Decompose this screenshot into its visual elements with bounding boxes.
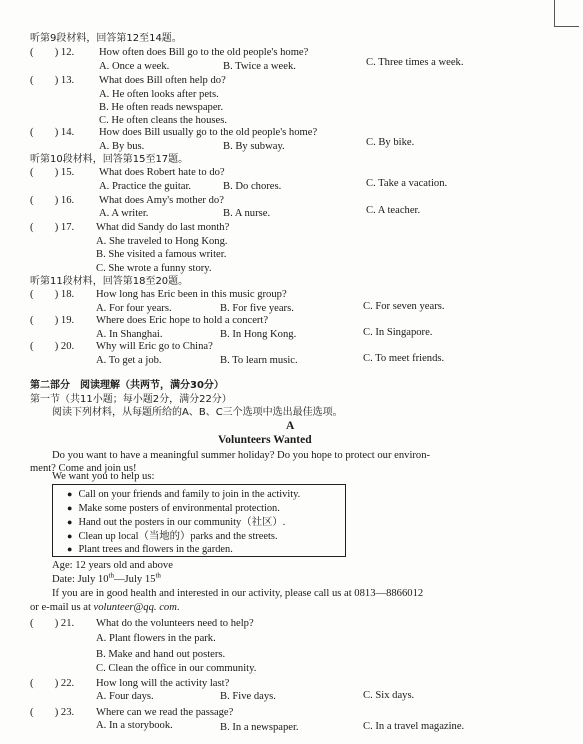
date-end-suffix: th (155, 571, 161, 580)
email-address: volunteer@qq. com (93, 602, 177, 613)
q17-option-a: A. She traveled to Hong Kong. (96, 236, 228, 247)
q22-stem: How long will the activity last? (96, 678, 230, 689)
q21-option-c: C. Clean the office in our community. (96, 663, 257, 674)
q21-option-b: B. Make and hand out posters. (96, 649, 226, 660)
passage-age: Age: 12 years old and above (52, 560, 173, 571)
page-corner-mark (554, 0, 579, 27)
passage-title: Volunteers Wanted (218, 434, 312, 446)
q22-option-a: A. Four days. (96, 691, 154, 702)
q23-number: ( ) 23. (30, 707, 75, 718)
q13-number: ( ) 13. (30, 75, 75, 86)
q20-stem: Why will Eric go to China? (96, 341, 213, 352)
q14-number: ( ) 14. (30, 127, 75, 138)
q20-number: ( ) 20. (30, 341, 75, 352)
help-item: ● Clean up local（当地的）parks and the streets. (67, 530, 278, 543)
q14-stem: How does Bill usually go to the old people's home? (99, 127, 318, 138)
q18-number: ( ) 18. (30, 289, 75, 300)
q21-option-a: A. Plant flowers in the park. (96, 633, 216, 644)
q18-option-a: A. For four years. (96, 303, 172, 314)
q12-number: ( ) 12. (30, 47, 75, 58)
q14-option-a: A. By bus. (99, 141, 145, 152)
q15-option-c: C. Take a vacation. (366, 178, 448, 189)
q23-stem: Where can we read the passage? (96, 707, 234, 718)
help-list-box (52, 484, 346, 557)
q15-option-a: A. Practice the guitar. (99, 181, 192, 192)
q19-option-c: C. In Singapore. (363, 327, 433, 338)
q23-option-a: A. In a storybook. (96, 720, 173, 731)
q15-stem: What does Robert hate to do? (99, 167, 225, 178)
reading-instruction: 阅读下列材料，从每题所给的A、B、C三个选项中选出最佳选项。 (52, 407, 343, 418)
q13-stem: What does Bill often help do? (99, 75, 226, 86)
q12-option-a: A. Once a week. (99, 61, 170, 72)
q12-option-c: C. Three times a week. (366, 57, 464, 68)
email-end: . (176, 602, 180, 613)
passage-label: A (286, 420, 295, 432)
q19-option-a: A. In Shanghai. (96, 329, 163, 340)
date-start: Date: July 10 (52, 574, 109, 585)
q15-number: ( ) 15. (30, 167, 75, 178)
q23-option-b: B. In a newspaper. (220, 722, 299, 733)
section-10-header: 听第10段材料，回答第15至17题。 (30, 154, 189, 165)
q17-number: ( ) 17. (30, 222, 75, 233)
section-11-header: 听第11段材料，回答第18至20题。 (30, 276, 189, 287)
q16-option-a: A. A writer. (99, 208, 149, 219)
q20-option-b: B. To learn music. (220, 355, 298, 366)
q19-number: ( ) 19. (30, 315, 75, 326)
q17-option-b: B. She visited a famous writer. (96, 249, 227, 260)
help-item: ● Plant trees and flowers in the garden. (67, 543, 233, 556)
q13-option-b: B. He often reads newspaper. (99, 102, 224, 113)
part2-header: 第二部分 阅读理解（共两节，满分30分） (30, 380, 224, 391)
q12-stem: How often does Bill go to the old people's home? (99, 47, 309, 58)
email-prefix: or e-mail us at (30, 602, 94, 613)
q16-option-c: C. A teacher. (366, 205, 421, 216)
q22-number: ( ) 22. (30, 678, 75, 689)
q14-option-c: C. By bike. (366, 137, 415, 148)
q21-number: ( ) 21. (30, 618, 75, 629)
q16-stem: What does Amy's mother do? (99, 195, 224, 206)
passage-help-intro: We want you to help us: (52, 471, 155, 482)
q15-option-b: B. Do chores. (223, 181, 282, 192)
q17-option-c: C. She wrote a funny story. (96, 263, 212, 274)
q18-stem: How long has Eric been in this music group? (96, 289, 287, 300)
q13-option-a: A. He often looks after pets. (99, 89, 219, 100)
q16-option-b: B. A nurse. (223, 208, 271, 219)
q14-option-b: B. By subway. (223, 141, 285, 152)
passage-paragraph1-line1: Do you want to have a meaningful summer holiday? Do you hope to protect our environ- (52, 450, 431, 461)
passage-paragraph1-line2: ment? Come and join us! (30, 463, 137, 474)
q18-option-b: B. For five years. (220, 303, 294, 314)
passage-paragraph2-line1: If you are in good health and interested in our activity, please call us at 0813—8866012 (52, 588, 424, 599)
q20-option-a: A. To get a job. (96, 355, 162, 366)
q18-option-c: C. For seven years. (363, 301, 445, 312)
q21-stem: What do the volunteers need to help? (96, 618, 254, 629)
q22-option-c: C. Six days. (363, 690, 415, 701)
help-item: ● Call on your friends and family to join in the activity. (67, 488, 300, 501)
q22-option-b: B. Five days. (220, 691, 276, 702)
passage-paragraph2-line2 (30, 601, 180, 614)
q16-number: ( ) 16. (30, 195, 75, 206)
section-9-header: 听第9段材料，回答第12至14题。 (30, 33, 182, 44)
q23-option-c: C. In a travel magazine. (363, 721, 465, 732)
q20-option-c: C. To meet friends. (363, 353, 445, 364)
q19-option-b: B. In Hong Kong. (220, 329, 297, 340)
q19-stem: Where does Eric hope to hold a concert? (96, 315, 269, 326)
q17-stem: What did Sandy do last month? (96, 222, 230, 233)
passage-date (52, 573, 161, 586)
q13-option-c: C. He often cleans the houses. (99, 115, 227, 126)
date-end: —July 15 (113, 574, 156, 585)
date-start-suffix: th (108, 571, 114, 580)
q12-option-b: B. Twice a week. (223, 61, 296, 72)
part2-section1-header: 第一节（共11小题；每小题2分，满分22分） (30, 394, 232, 405)
help-item: ● Make some posters of environmental protection. (67, 502, 280, 515)
help-item: ● Hand out the posters in our community（社区）. (67, 516, 285, 529)
